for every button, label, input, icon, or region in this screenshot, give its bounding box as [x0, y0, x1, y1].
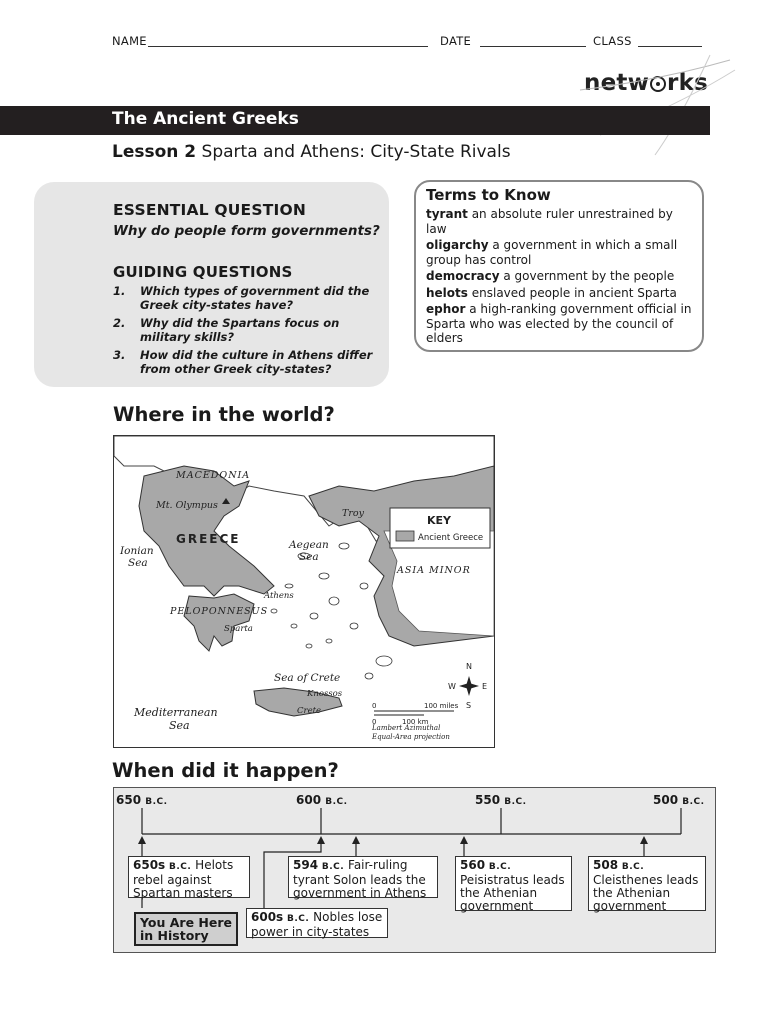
date-label: DATE — [440, 34, 472, 48]
label-knossos: Knossos — [307, 689, 343, 699]
label-athens: Athens — [264, 591, 294, 601]
guiding-questions-heading: GUIDING QUESTIONS — [113, 263, 293, 281]
label-macedonia: MACEDONIA — [176, 470, 251, 481]
student-info-line — [112, 32, 712, 50]
lesson-title: Lesson 2 Sparta and Athens: City-State Rivals — [112, 142, 511, 162]
label-peloponnesus: PELOPONNESUS — [170, 606, 269, 617]
timeline-event: 594 B.C. Fair-ruling tyrant Solon leads the government in Athens — [288, 856, 438, 898]
scale-zero: 0 — [372, 702, 377, 710]
term-entry: helots enslaved people in ancient Sparta — [426, 285, 677, 300]
label-aegean: Aegean — [289, 539, 329, 551]
label-sea-of-crete: Sea of Crete — [274, 672, 341, 684]
scale-km-label: 100 km — [402, 718, 429, 726]
label-mediterranean: Mediterranean — [134, 706, 218, 719]
you-are-here-badge: You Are Here in History — [134, 912, 238, 946]
date-field[interactable] — [480, 46, 586, 47]
timeline-year: 500 B.C. — [653, 793, 705, 807]
key-label: Ancient Greece — [418, 533, 484, 543]
scale-miles-label: 100 miles — [424, 702, 459, 710]
term-entry: ephor a high-ranking government official in Sparta who was elected by the council of elders — [426, 302, 692, 345]
timeline-event: 560 B.C. Peisistratus leads the Athenian government — [455, 856, 572, 911]
label-greece: GREECE — [176, 532, 241, 546]
guiding-question: 1. Which types of government did the Greek city-states have? — [113, 284, 370, 312]
unit-title-bar — [0, 106, 710, 135]
logo-swoosh-icon — [560, 50, 740, 160]
label-mt-olympus: Mt. Olympus — [156, 500, 218, 511]
essential-question-heading: ESSENTIAL QUESTION — [113, 201, 306, 219]
timeline-event: 600s B.C. Nobles lose power in city-states — [246, 908, 388, 938]
label-sparta: Sparta — [224, 624, 253, 634]
when-heading: When did it happen? — [112, 759, 339, 782]
guiding-question: 3. How did the culture in Athens differ from other Greek city-states? — [113, 348, 373, 376]
svg-text:E: E — [482, 682, 488, 691]
label-ionian-sea: Sea — [128, 557, 148, 569]
essential-question-text: Why do people form governments? — [113, 223, 380, 239]
name-label: NAME — [112, 34, 147, 48]
label-asia-minor: ASIA MINOR — [397, 565, 471, 576]
svg-text:W: W — [448, 682, 456, 691]
label-mediterranean-sea: Sea — [169, 719, 190, 732]
key-title: KEY — [427, 514, 452, 527]
name-field[interactable] — [148, 46, 428, 47]
map-key — [390, 508, 490, 548]
guiding-question: 2. Why did the Spartans focus on military skills? — [113, 316, 340, 344]
label-aegean-sea: Sea — [299, 551, 319, 563]
key-swatch — [396, 531, 414, 541]
terms-list — [426, 207, 696, 348]
label-crete: Crete — [297, 706, 322, 716]
where-heading: Where in the world? — [113, 403, 335, 426]
timeline-event: 650s B.C. Helots rebel against Spartan masters — [128, 856, 250, 898]
timeline-year: 600 B.C. — [296, 793, 348, 807]
unit-title: The Ancient Greeks — [112, 109, 299, 129]
timeline-year: 550 B.C. — [475, 793, 527, 807]
timeline-event: 508 B.C. Cleisthenes leads the Athenian government — [588, 856, 706, 911]
timeline-year: 650 B.C. — [116, 793, 168, 807]
networks-logo: netw rks — [584, 70, 708, 96]
label-troy: Troy — [342, 508, 364, 519]
svg-text:S: S — [466, 701, 472, 710]
label-ionian: Ionian — [120, 545, 154, 557]
guiding-questions-list — [113, 284, 383, 380]
class-field[interactable] — [638, 46, 702, 47]
label-projection-2: Equal-Area projection — [372, 733, 450, 741]
ancient-greece-map — [113, 435, 495, 748]
svg-text:N: N — [466, 662, 472, 671]
term-entry: tyrant an absolute ruler unrestrained by law — [426, 207, 673, 236]
label-projection: Lambert Azimuthal — [372, 724, 441, 732]
terms-heading: Terms to Know — [426, 186, 551, 204]
term-entry: democracy a government by the people — [426, 269, 675, 283]
class-label: CLASS — [593, 34, 632, 48]
scale-zero-2: 0 — [372, 718, 377, 726]
term-entry: oligarchy a government in which a small group has control — [426, 238, 678, 267]
